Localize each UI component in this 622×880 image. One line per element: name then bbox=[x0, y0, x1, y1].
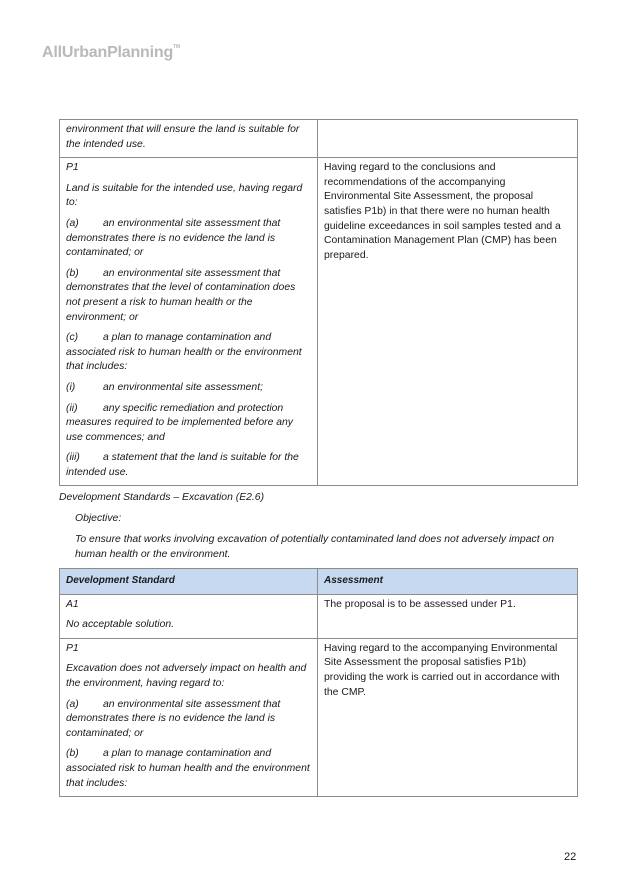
standard-cell bbox=[60, 638, 318, 796]
standard-cell bbox=[60, 158, 318, 486]
page-number: 22 bbox=[564, 851, 577, 863]
table-row bbox=[60, 158, 578, 486]
list-item: (iii) a statement that the land is suitable for the intended use. bbox=[66, 452, 299, 478]
assessment-cell: Having regard to the accompanying Environmental Site Assessment the proposal satisfies P1b) providing the work is carried out in accordance with the CMP. bbox=[318, 638, 578, 796]
list-item: (ii) any specific remediation and protection measures required to be implemented before any use commences; and bbox=[66, 402, 293, 443]
standard-cell bbox=[60, 594, 318, 638]
table-row bbox=[60, 594, 578, 638]
section-heading: Development Standards – Excavation (E2.6) bbox=[59, 492, 265, 503]
column-header-assessment: Assessment bbox=[318, 569, 578, 595]
standards-table-contamination bbox=[59, 119, 578, 486]
column-header-standard: Development Standard bbox=[60, 569, 318, 595]
assessment-cell: The proposal is to be assessed under P1. bbox=[318, 594, 578, 638]
standard-code: A1 bbox=[66, 598, 79, 610]
table-row bbox=[60, 120, 578, 158]
list-item: (a) an environmental site assessment that demonstrates there is no evidence the land is contaminated; or bbox=[66, 698, 281, 739]
standard-code: P1 bbox=[66, 642, 79, 654]
objective-text: To ensure that works involving excavation of potentially contaminated land does not adversely impact on human health or the environment. bbox=[75, 534, 555, 560]
standard-text: No acceptable solution. bbox=[66, 619, 175, 631]
standard-intro: Excavation does not adversely impact on health and the environment, having regard to: bbox=[66, 663, 307, 689]
table-header-row bbox=[60, 569, 578, 595]
objective-label: Objective: bbox=[75, 513, 122, 524]
list-item: (a) an environmental site assessment that demonstrates there is no evidence the land is contaminated; or bbox=[66, 217, 281, 259]
list-item: (b) a plan to manage contamination and associated risk to human health and the environment that includes: bbox=[66, 748, 310, 789]
assessment-cell: Having regard to the conclusions and recommendations of the accompanying Environmental Site Assessment, the proposal satisfies P1b) in that there were no human health guideline exceedances in soil samples tested and a Contamination Management Plan (CMP) has been prepared. bbox=[318, 158, 578, 486]
list-item: (b) an environmental site assessment that demonstrates that the level of contamination does not present a risk to human health or the environment; or bbox=[66, 267, 296, 323]
list-item: (c) a plan to manage contamination and associated risk to human health or the environment that includes: bbox=[66, 332, 302, 373]
standard-code: P1 bbox=[66, 162, 79, 174]
standard-cell: environment that will ensure the land is suitable for the intended use. bbox=[60, 120, 318, 158]
brand-logo: AllUrbanPlanning™ bbox=[42, 44, 180, 61]
standards-table-excavation bbox=[59, 568, 578, 797]
list-item: (i) an environmental site assessment; bbox=[66, 381, 263, 393]
assessment-cell bbox=[318, 120, 578, 158]
standard-intro: Land is suitable for the intended use, having regard to: bbox=[66, 182, 303, 209]
table-row bbox=[60, 638, 578, 796]
